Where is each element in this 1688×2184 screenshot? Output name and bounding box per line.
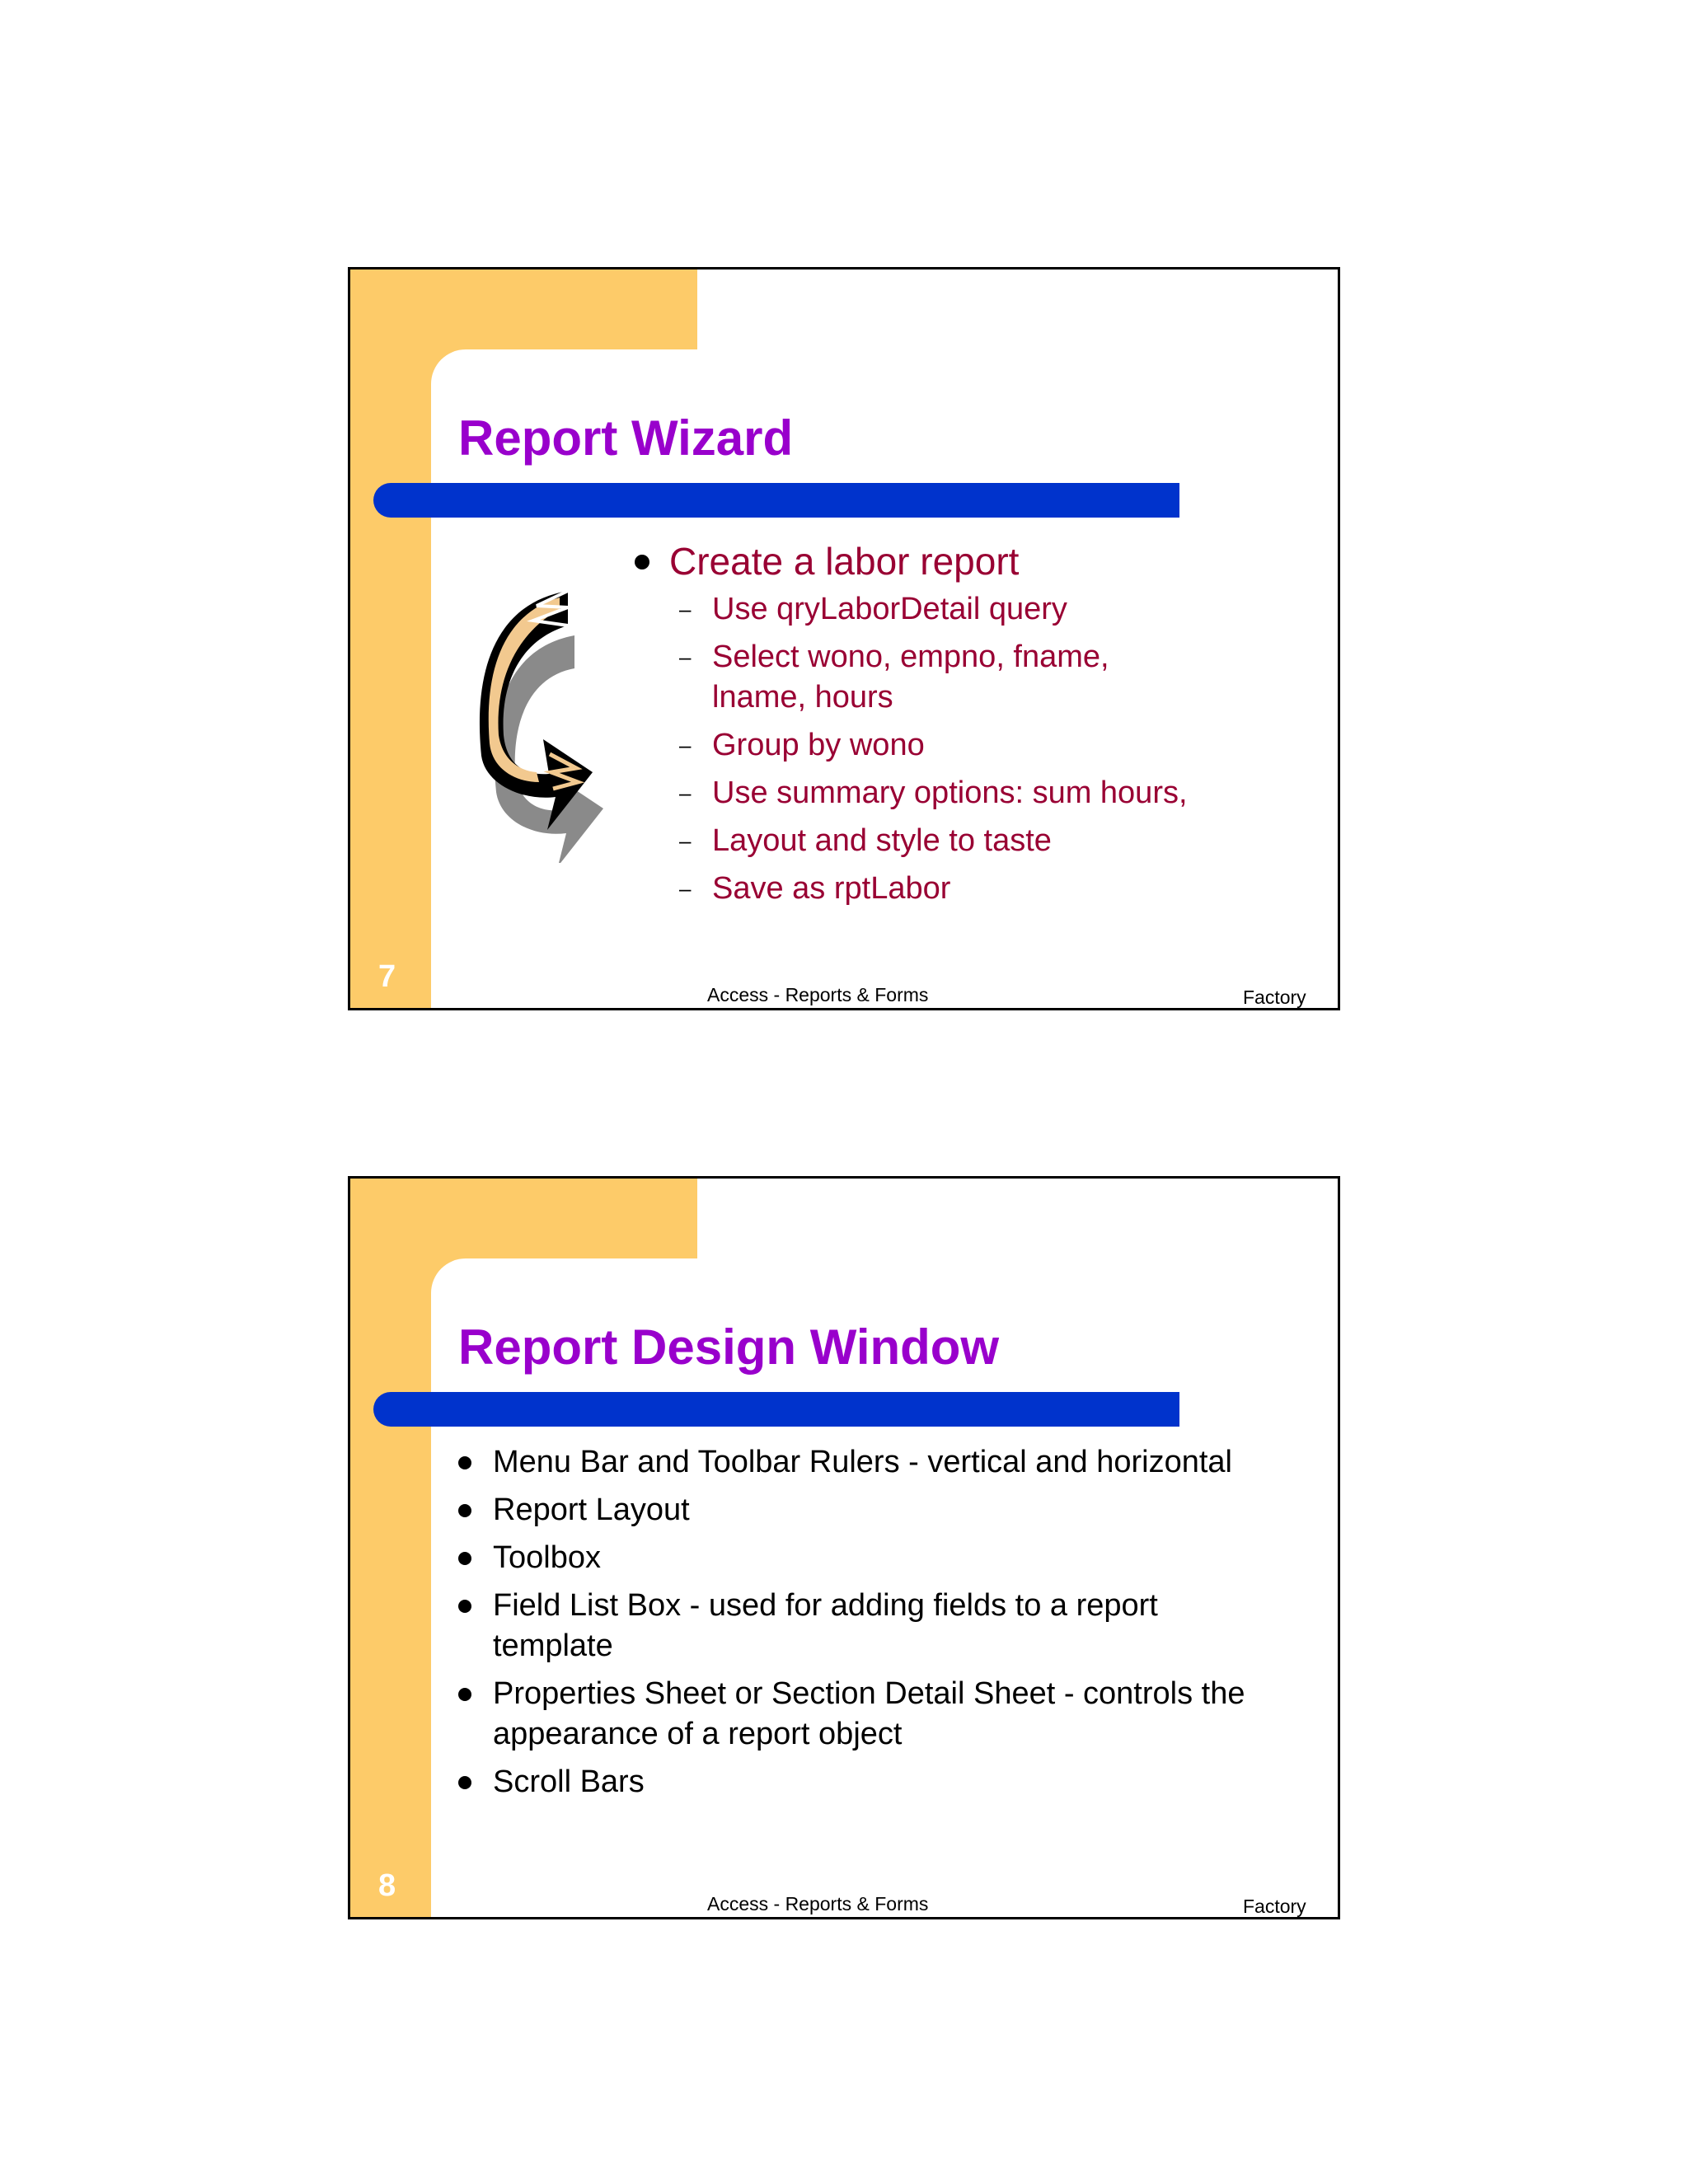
list-item	[635, 538, 1261, 909]
sub-bullet-list	[669, 589, 1261, 909]
slide-title: Report Wizard	[458, 410, 794, 466]
bullet-text: Create a labor report	[669, 540, 1020, 583]
bullet-list	[458, 1442, 1315, 1810]
list-item: Report Layout	[458, 1490, 1315, 1530]
slide-number: 8	[378, 1868, 396, 1903]
list-item: Field List Box - used for adding fields to a report template	[458, 1586, 1218, 1666]
bullet-list	[635, 538, 1261, 916]
footer-title: Access - Reports & Forms	[707, 984, 929, 1005]
sub-list-item: – Select wono, empno, fname, lname, hours	[669, 637, 1141, 718]
footer-title: Access - Reports & Forms	[707, 1893, 929, 1915]
list-item: Scroll Bars	[458, 1762, 1315, 1802]
sub-list-item: – Layout and style to taste	[669, 821, 1261, 861]
list-item: Menu Bar and Toolbar Rulers - vertical and horizontal	[458, 1442, 1315, 1483]
slide-8	[348, 1176, 1340, 1919]
title-underline-bar	[373, 1392, 1179, 1427]
slide-number: 7	[378, 959, 396, 994]
sub-list-item: – Use summary options: sum hours,	[669, 773, 1261, 813]
title-underline-bar	[373, 483, 1179, 518]
list-item: Properties Sheet or Section Detail Sheet - controls the appearance of a report object	[458, 1674, 1315, 1755]
sub-list-item: – Group by wono	[669, 725, 1261, 766]
slide-7	[348, 267, 1340, 1010]
sub-list-item: – Save as rptLabor	[669, 869, 1261, 909]
footer-company: Factory	[1243, 987, 1306, 1008]
footer-company: Factory	[1243, 1896, 1306, 1917]
sub-list-item: – Use qryLaborDetail query	[669, 589, 1261, 630]
curved-arrow-icon	[461, 566, 609, 863]
slide-title: Report Design Window	[458, 1319, 1000, 1375]
list-item: Toolbox	[458, 1538, 1315, 1578]
